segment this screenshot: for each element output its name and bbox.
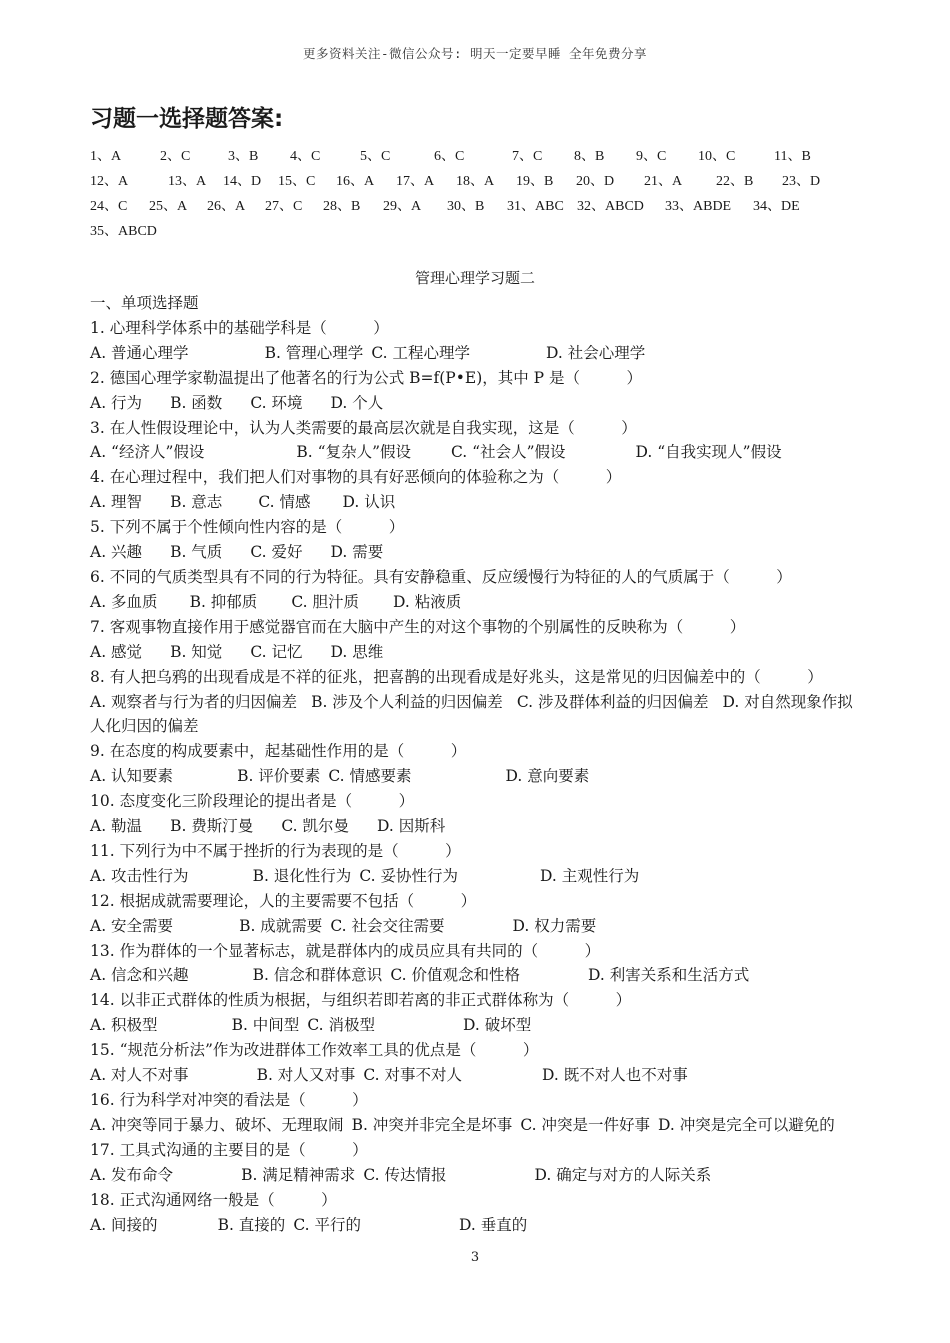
answer-item: 28、B bbox=[323, 199, 361, 214]
option-a: A. 理智 bbox=[90, 493, 143, 512]
option-a: A. 对人不对事 bbox=[90, 1066, 189, 1085]
option-a: A. 感觉 bbox=[90, 642, 143, 661]
option-a: A. 勒温 bbox=[90, 817, 143, 836]
option-d: D. 社会心理学 bbox=[545, 343, 646, 362]
option-line bbox=[90, 540, 865, 565]
option-d: D. 思维 bbox=[330, 642, 384, 661]
answer-item: 24、C bbox=[90, 199, 128, 214]
option-b: B. 函数 bbox=[170, 393, 223, 412]
option-a: A. 信念和兴趣 bbox=[90, 966, 189, 985]
option-line bbox=[90, 490, 865, 515]
option-b: B. 中间型 bbox=[231, 1016, 300, 1035]
question-text: 11. 下列行为中不属于挫折的行为表现的是（ ） bbox=[90, 841, 461, 860]
option-b: B. 涉及个人利益的归因偏差 bbox=[311, 692, 503, 711]
option-b: B. 评价要素 bbox=[237, 767, 321, 786]
option-a: A. 认知要素 bbox=[90, 767, 174, 786]
answer-item: 34、DE bbox=[753, 199, 800, 214]
option-c: C. 冲突是一件好事 bbox=[520, 1115, 650, 1134]
question-text: 7. 客观事物直接作用于感觉器官而在大脑中产生的对这个事物的个别属性的反映称为（ ） bbox=[90, 617, 746, 636]
question-text: 1. 心理科学体系中的基础学科是（ ） bbox=[90, 318, 389, 337]
question-text: 18. 正式沟通网络一般是（ ） bbox=[90, 1190, 337, 1209]
answer-item: 29、A bbox=[383, 199, 422, 214]
option-b: B. 管理心理学 bbox=[264, 343, 364, 362]
answer-item: 17、A bbox=[396, 174, 435, 189]
option-line bbox=[90, 1063, 865, 1088]
question-text: 12. 根据成就需要理论，人的主要需要不包括（ ） bbox=[90, 891, 477, 910]
option-d: D. 权力需要 bbox=[512, 916, 597, 935]
answer-item: 9、C bbox=[636, 149, 667, 164]
option-b: B. 意志 bbox=[170, 493, 223, 512]
option-d: D. 个人 bbox=[330, 393, 384, 412]
answer-item: 12、A bbox=[90, 174, 129, 189]
answer-item: 11、B bbox=[774, 149, 811, 164]
answer-item: 18、A bbox=[456, 174, 495, 189]
page-number: 3 bbox=[470, 1250, 480, 1265]
option-line bbox=[90, 690, 865, 740]
option-a: A. 发布命令 bbox=[90, 1165, 174, 1184]
answer-item: 26、A bbox=[207, 199, 246, 214]
option-c: C. “社会人”假设 bbox=[451, 443, 566, 462]
option-b: B. 冲突并非完全是坏事 bbox=[351, 1115, 513, 1134]
answer-item: 21、A bbox=[644, 174, 683, 189]
option-d: D. 认识 bbox=[342, 493, 396, 512]
option-line bbox=[90, 963, 865, 988]
option-a: A. 行为 bbox=[90, 393, 143, 412]
answer-item: 2、C bbox=[160, 149, 191, 164]
option-a: A. 多血质 bbox=[90, 592, 158, 611]
option-b: B. 对人又对事 bbox=[256, 1066, 356, 1085]
option-b: B. 信念和群体意识 bbox=[252, 966, 383, 985]
option-line bbox=[90, 1013, 865, 1038]
option-line bbox=[90, 1213, 865, 1238]
answer-grid bbox=[90, 145, 870, 245]
option-a: A. 积极型 bbox=[90, 1016, 158, 1035]
answer-item: 5、C bbox=[360, 149, 391, 164]
answer-item: 8、B bbox=[574, 149, 605, 164]
option-line bbox=[90, 814, 865, 839]
header-note: 更多资料关注-微信公众号: 明天一定要早睡 全年免费分享 bbox=[302, 46, 648, 61]
option-c: C. 涉及群体利益的归因偏差 bbox=[516, 692, 709, 711]
answer-item: 6、C bbox=[434, 149, 465, 164]
answer-item: 27、C bbox=[265, 199, 303, 214]
questions-container bbox=[90, 316, 865, 1238]
answer-item: 35、ABCD bbox=[90, 224, 157, 239]
option-line bbox=[90, 864, 865, 889]
option-c: C. 妥协性行为 bbox=[359, 866, 458, 885]
option-c: C. 环境 bbox=[250, 393, 303, 412]
option-d: D. 对自然现象作拟人化归因的偏差 bbox=[90, 692, 853, 736]
question-text: 4. 在心理过程中，我们把人们对事物的具有好恶倾向的体验称之为（ ） bbox=[90, 468, 622, 487]
option-d: D. 既不对人也不对事 bbox=[541, 1066, 688, 1085]
option-b: B. 满足精神需求 bbox=[241, 1165, 356, 1184]
answer-item: 19、B bbox=[516, 174, 554, 189]
option-b: B. 知觉 bbox=[170, 642, 223, 661]
option-a: A. 观察者与行为者的归因偏差 bbox=[90, 692, 298, 711]
option-c: C. 爱好 bbox=[250, 543, 303, 562]
option-c: C. 工程心理学 bbox=[371, 343, 470, 362]
option-d: D. 意向要素 bbox=[505, 767, 590, 786]
option-b: B. 退化性行为 bbox=[252, 866, 352, 885]
option-c: C. 情感 bbox=[258, 493, 311, 512]
option-c: C. 传达情报 bbox=[363, 1165, 447, 1184]
answer-item: 22、B bbox=[716, 174, 754, 189]
option-b: B. 气质 bbox=[170, 543, 223, 562]
question-text: 17. 工具式沟通的主要目的是（ ） bbox=[90, 1140, 368, 1159]
option-d: D. “自我实现人”假设 bbox=[635, 443, 782, 462]
answer-item: 25、A bbox=[149, 199, 188, 214]
option-b: B. 成就需要 bbox=[239, 916, 323, 935]
option-c: C. 平行的 bbox=[293, 1215, 361, 1234]
answer-item: 3、B bbox=[228, 149, 259, 164]
option-c: C. 社会交往需要 bbox=[330, 916, 445, 935]
question-text: 9. 在态度的构成要素中，起基础性作用的是（ ） bbox=[90, 742, 467, 761]
option-c: C. 记忆 bbox=[250, 642, 303, 661]
option-line bbox=[90, 764, 865, 789]
option-d: D. 利害关系和生活方式 bbox=[587, 966, 750, 985]
answer-item: 10、C bbox=[698, 149, 736, 164]
answer-item: 23、D bbox=[782, 174, 821, 189]
answer-row bbox=[90, 220, 870, 245]
question-text: 13. 作为群体的一个显著标志，就是群体内的成员应具有共同的（ ） bbox=[90, 941, 601, 960]
option-c: C. 凯尔曼 bbox=[281, 817, 349, 836]
option-d: D. 主观性行为 bbox=[539, 866, 640, 885]
question-text: 5. 下列不属于个性倾向性内容的是（ ） bbox=[90, 518, 405, 537]
option-line bbox=[90, 440, 865, 465]
option-d: D. 垂直的 bbox=[458, 1215, 528, 1234]
option-b: B. “复杂人”假设 bbox=[296, 443, 411, 462]
subsection-title: 一、单项选择题 bbox=[90, 294, 199, 312]
option-line bbox=[90, 1163, 865, 1188]
answer-item: 32、ABCD bbox=[577, 199, 644, 214]
option-a: A. 冲突等同于暴力、破坏、无理取闹 bbox=[90, 1115, 344, 1134]
answers-title: 习题一选择题答案: bbox=[90, 106, 284, 132]
answer-item: 16、A bbox=[336, 174, 375, 189]
answer-item: 4、C bbox=[290, 149, 321, 164]
answer-row bbox=[90, 170, 870, 195]
option-c: C. 对事不对人 bbox=[363, 1066, 462, 1085]
option-c: C. 消极型 bbox=[307, 1016, 375, 1035]
option-line bbox=[90, 341, 865, 366]
option-c: C. 情感要素 bbox=[328, 767, 412, 786]
option-line bbox=[90, 1113, 865, 1138]
option-a: A. 间接的 bbox=[90, 1215, 158, 1234]
answer-item: 30、B bbox=[447, 199, 485, 214]
option-line bbox=[90, 590, 865, 615]
answer-item: 20、D bbox=[576, 174, 615, 189]
question-list bbox=[90, 291, 865, 1237]
option-line bbox=[90, 914, 865, 939]
option-d: D. 破坏型 bbox=[462, 1016, 532, 1035]
answer-item: 31、ABC bbox=[507, 199, 564, 214]
question-text: 10. 态度变化三阶段理论的提出者是（ ） bbox=[90, 792, 415, 811]
question-text: 14. 以非正式群体的性质为根据，与组织若即若离的非正式群体称为（ ） bbox=[90, 991, 632, 1010]
answer-item: 13、A bbox=[168, 174, 207, 189]
option-b: B. 直接的 bbox=[217, 1215, 286, 1234]
option-d: D. 确定与对方的人际关系 bbox=[534, 1165, 712, 1184]
option-a: A. 普通心理学 bbox=[90, 343, 189, 362]
answer-row bbox=[90, 145, 870, 170]
option-line bbox=[90, 640, 865, 665]
option-c: C. 价值观念和性格 bbox=[390, 966, 520, 985]
question-text: 6. 不同的气质类型具有不同的行为特征。具有安静稳重、反应缓慢行为特征的人的气质属于（ ） bbox=[90, 567, 792, 586]
question-text: 15. “规范分析法”作为改进群体工作效率工具的优点是（ ） bbox=[90, 1041, 539, 1060]
option-a: A. “经济人”假设 bbox=[90, 443, 205, 462]
question-text: 2. 德国心理学家勒温提出了他著名的行为公式 B=f(P•E)，其中 P 是（ ） bbox=[90, 368, 643, 387]
option-c: C. 胆汁质 bbox=[291, 592, 359, 611]
option-a: A. 安全需要 bbox=[90, 916, 174, 935]
option-d: D. 粘液质 bbox=[392, 592, 462, 611]
answer-row bbox=[90, 195, 870, 220]
option-b: B. 抑郁质 bbox=[189, 592, 258, 611]
question-text: 8. 有人把乌鸦的出现看成是不祥的征兆，把喜鹊的出现看成是好兆头，这是常见的归因偏差中的（ ） bbox=[90, 667, 823, 686]
answer-item: 33、ABDE bbox=[665, 199, 732, 214]
answer-item: 1、A bbox=[90, 149, 122, 164]
option-line bbox=[90, 391, 865, 416]
question-text: 16. 行为科学对冲突的看法是（ ） bbox=[90, 1091, 368, 1109]
answer-item: 15、C bbox=[278, 174, 316, 189]
option-d: D. 需要 bbox=[330, 543, 384, 562]
option-d: D. 冲突是完全可以避免的 bbox=[657, 1115, 835, 1134]
section-title: 管理心理学习题二 bbox=[414, 269, 535, 287]
option-b: B. 费斯汀曼 bbox=[170, 817, 254, 836]
answer-item: 14、D bbox=[223, 174, 262, 189]
option-a: A. 攻击性行为 bbox=[90, 866, 189, 885]
answer-item: 7、C bbox=[512, 149, 543, 164]
option-a: A. 兴趣 bbox=[90, 543, 143, 562]
question-text: 3. 在人性假设理论中，认为人类需要的最高层次就是自我实现，这是（ ） bbox=[90, 418, 637, 437]
option-d: D. 因斯科 bbox=[376, 817, 446, 836]
